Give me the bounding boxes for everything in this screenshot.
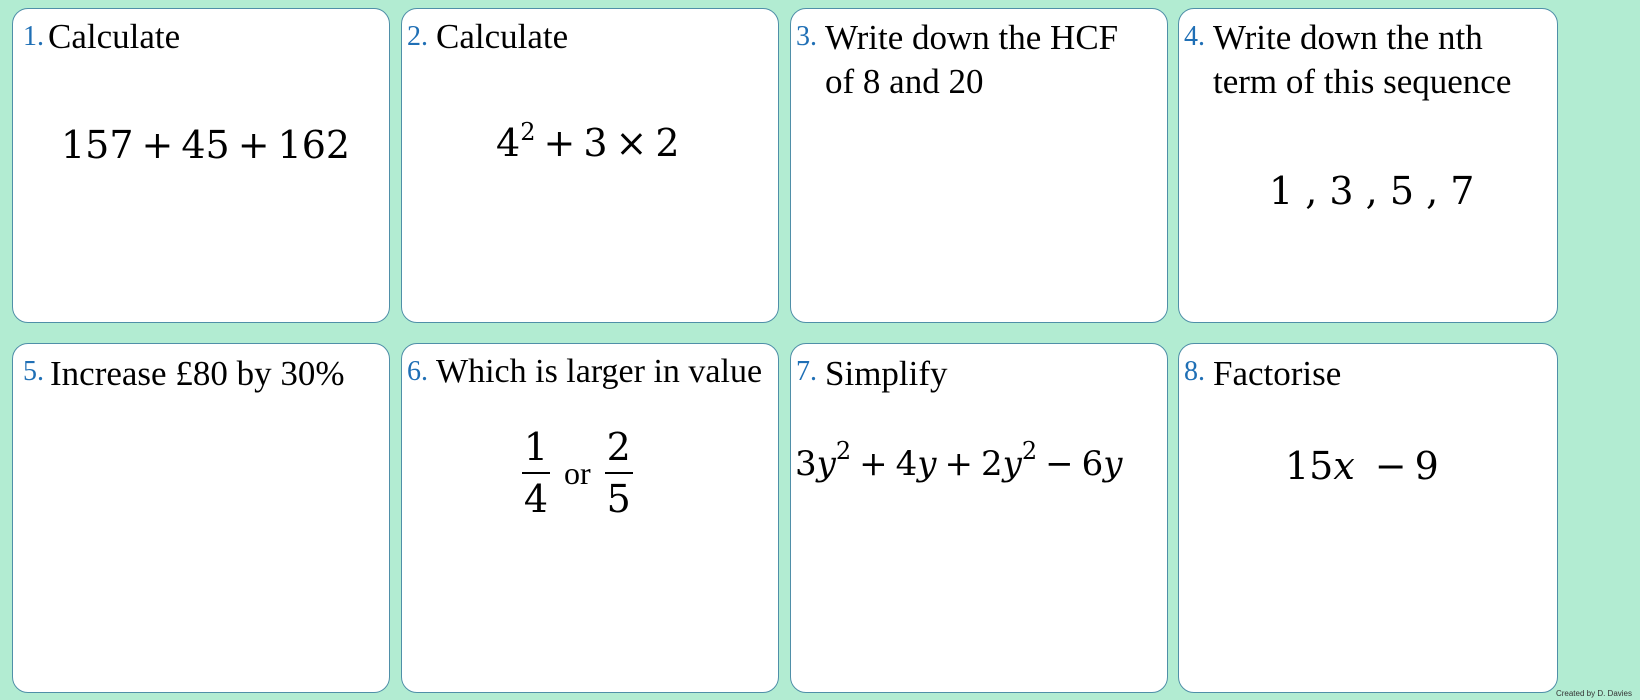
credit-text: Created by D. Davies — [1555, 689, 1632, 698]
question-number: 2. — [407, 21, 428, 52]
expression — [795, 437, 1123, 484]
operator: + — [944, 444, 973, 484]
variable: x — [1333, 444, 1355, 488]
expression — [61, 123, 350, 167]
expression — [496, 118, 680, 165]
term: 157 — [61, 123, 134, 167]
question-text: Factorise — [1213, 354, 1342, 393]
term: 2 — [655, 121, 680, 165]
question-number: 6. — [407, 356, 428, 387]
denominator: 5 — [606, 477, 631, 521]
question-text: Calculate — [48, 17, 181, 56]
question-card-8 — [1178, 343, 1558, 693]
variable: y — [816, 444, 836, 484]
question-text: Calculate — [436, 17, 569, 56]
term: 45 — [181, 123, 230, 167]
question-card-5 — [12, 343, 390, 693]
coefficient: 15 — [1285, 444, 1334, 488]
coefficient: 2 — [981, 444, 1003, 484]
question-text-line-2: term of this sequence — [1213, 62, 1512, 101]
operator: − — [1045, 444, 1074, 484]
operator: − — [1374, 444, 1407, 488]
constant: 9 — [1414, 444, 1439, 488]
question-number: 3. — [796, 21, 817, 52]
question-number: 7. — [796, 356, 817, 387]
question-number: 1. — [23, 21, 44, 52]
expression — [1285, 444, 1439, 488]
coefficient: 3 — [795, 444, 817, 484]
question-text: Which is larger in value — [436, 353, 763, 390]
question-text: Simplify — [825, 354, 948, 393]
exponent: 2 — [1021, 437, 1038, 465]
numerator: 1 — [523, 425, 549, 469]
coefficient: 6 — [1081, 444, 1104, 484]
denominator: 4 — [523, 477, 549, 521]
variable: y — [1103, 444, 1123, 484]
operator: + — [543, 121, 576, 165]
or-label: or — [564, 454, 591, 491]
fraction-bar — [605, 472, 633, 474]
question-text-line-1: Write down the nth — [1213, 18, 1483, 57]
term: 162 — [277, 123, 351, 167]
question-card-6 — [401, 343, 779, 693]
exponent: 2 — [835, 437, 852, 465]
question-number: 8. — [1184, 356, 1205, 387]
question-card-4 — [1178, 8, 1558, 323]
question-number: 5. — [23, 356, 44, 387]
term: 3 — [583, 121, 608, 165]
question-card-3 — [790, 8, 1168, 323]
question-card-2 — [401, 8, 779, 323]
variable: y — [917, 444, 937, 484]
operator: + — [141, 123, 174, 167]
fraction-bar — [522, 472, 550, 474]
term: 4 — [496, 121, 521, 165]
question-card-7 — [790, 343, 1168, 693]
coefficient: 4 — [895, 444, 918, 484]
question-text: Increase £80 by 30% — [50, 354, 345, 393]
exponent: 2 — [520, 118, 536, 146]
sequence: 1 , 3 , 5 , 7 — [1269, 169, 1475, 213]
fraction-one-quarter — [522, 424, 550, 522]
fraction-comparison — [522, 424, 633, 522]
operator: + — [237, 123, 270, 167]
numerator: 2 — [606, 425, 631, 469]
variable: y — [1002, 444, 1022, 484]
operator: × — [615, 121, 648, 165]
question-number: 4. — [1184, 21, 1205, 52]
question-card-1 — [12, 8, 390, 323]
question-text-line-1: Write down the HCF — [825, 18, 1119, 57]
fraction-two-fifths — [605, 424, 633, 522]
question-text-line-2: of 8 and 20 — [825, 62, 984, 101]
operator: + — [859, 444, 888, 484]
